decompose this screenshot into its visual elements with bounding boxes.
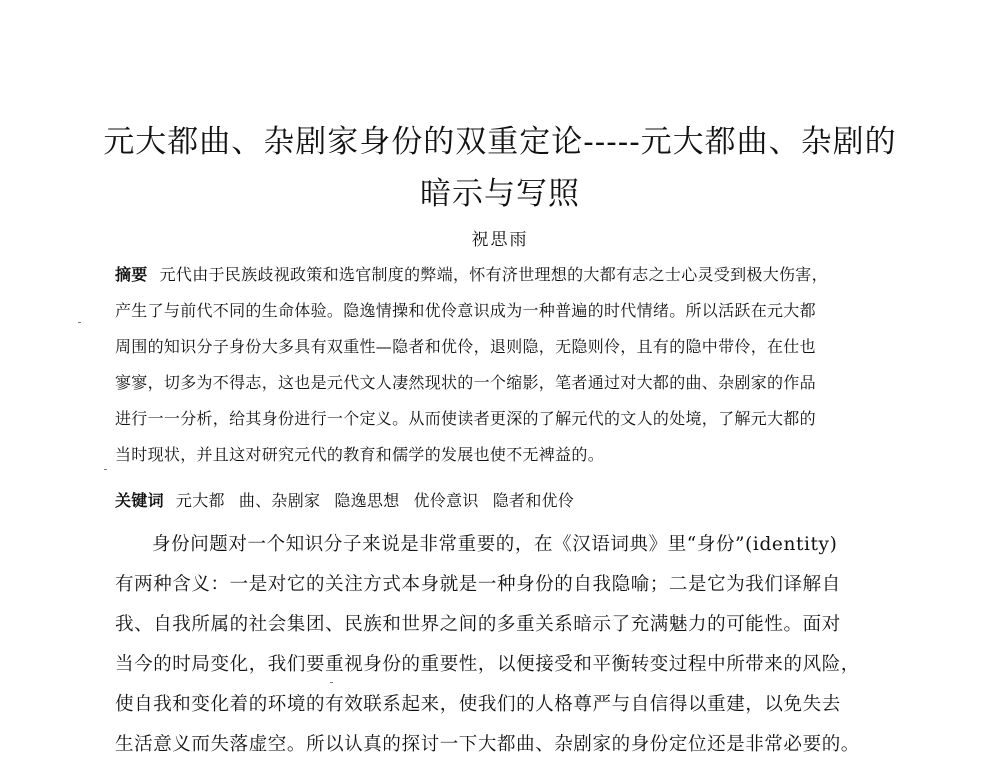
scan-speck (104, 469, 107, 470)
keyword: 优伶意识 (413, 491, 479, 510)
abstract-line: 周围的知识分子身份大多具有双重性—隐者和优伶，退则隐，无隐则伶，且有的隐中带伶，在仕也 (115, 337, 816, 356)
keyword: 元大都 (175, 491, 225, 510)
body-paragraph-line: 当今的时局变化，我们要重视身份的重要性，以便接受和平衡转变过程中所带来的风险， (115, 654, 860, 675)
abstract-line: 产生了与前代不同的生命体验。隐逸情操和优伶意识成为一种普遍的时代情绪。所以活跃在元大都 (115, 301, 816, 320)
abstract-text: 元代由于民族歧视政策和选官制度的弊端，怀有济世理想的大都有志之士心灵受到极大伤害， (159, 265, 828, 284)
keyword: 隐逸思想 (334, 491, 400, 510)
abstract-line (115, 264, 828, 286)
body-paragraph-line: 使自我和变化着的环境的有效联系起来，使我们的人格尊严与自信得以重建，以免失去 (115, 694, 841, 715)
abstract-label: 摘要 (115, 265, 148, 284)
paper-title-line-1: 元大都曲、杂剧家身份的双重定论-----元大都曲、杂剧的 (103, 124, 897, 160)
abstract-line: 进行一一分析，给其身份进行一个定义。从而使读者更深的了解元代的文人的处境，了解元大都的 (115, 409, 816, 428)
keyword: 隐者和优伶 (492, 491, 575, 510)
body-paragraph-line: 生活意义而失落虚空。所以认真的探讨一下大都曲、杂剧家的身份定位还是非常必要的。 (115, 734, 860, 755)
body-paragraph-line: 我、自我所属的社会集团、民族和世界之间的多重关系暗示了充满魅力的可能性。面对 (115, 614, 841, 635)
author-name: 祝思雨 (471, 230, 529, 250)
body-paragraph-line: 有两种含义：一是对它的关注方式本身就是一种身份的自我隐喻；二是它为我们译解自 (115, 574, 841, 595)
abstract-line: 寥寥，切多为不得志，这也是元代文人凄然现状的一个缩影，笔者通过对大都的曲、杂剧家的作品 (115, 373, 816, 392)
keyword: 曲、杂剧家 (238, 491, 321, 510)
keywords-line (115, 490, 588, 512)
abstract-line: 当时现状，并且这对研究元代的教育和儒学的发展也使不无裨益的。 (115, 445, 605, 464)
body-paragraph-line: 身份问题对一个知识分子来说是非常重要的，在《汉语词典》里“身份”(identity) (152, 534, 838, 555)
paper-title-line-2: 暗示与写照 (420, 176, 580, 212)
scan-speck (330, 682, 333, 683)
keywords-label: 关键词 (115, 491, 164, 510)
scan-speck (78, 322, 81, 323)
